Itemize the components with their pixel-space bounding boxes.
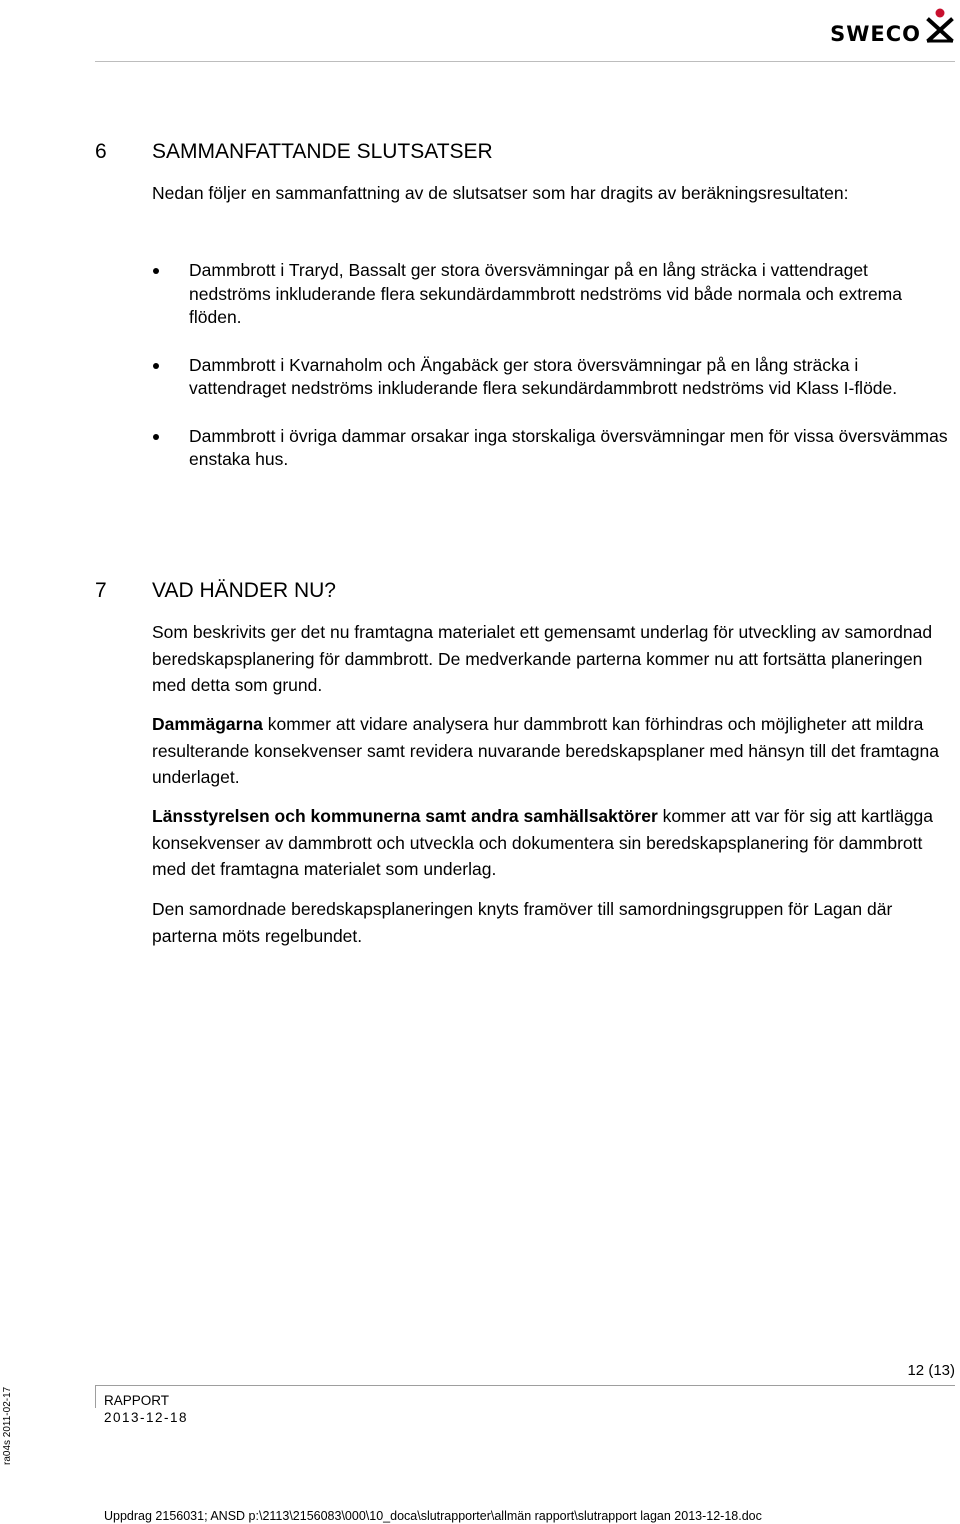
footer-divider bbox=[95, 1385, 955, 1406]
paragraph: Den samordnade beredskapsplaneringen knyts framöver till samordningsgruppen för Lagan där parterna möts regelbundet. bbox=[152, 899, 893, 946]
list-item-text: Dammbrott i Kvarnaholm och Ängabäck ger stora översvämningar på en lång sträcka i vattendraget nedströms inkluderande flera sekundärdammbrott nedströms vid Klass I-flöde. bbox=[189, 354, 898, 398]
paragraph bbox=[152, 711, 952, 791]
paragraph: Som beskrivits ger det nu framtagna materialet ett gemensamt underlag för utveckling av samordnad beredskapsplanering för dammbrott. De medverkande parterna kommer nu att fortsätta planeringen med detta som grund. bbox=[152, 622, 933, 695]
document-date: 2013-12-18 bbox=[104, 1410, 189, 1425]
list-item-text: Dammbrott i Traryd, Bassalt ger stora översvämningar på en lång sträcka i vattendraget nedströms inkluderande flera sekundärdammbrott nedströms vid både normala och extrema flöden. bbox=[189, 260, 902, 327]
section-number: 7 bbox=[95, 579, 107, 602]
paragraph-bold-lead: Dammägarna bbox=[152, 714, 263, 734]
list-item-text: Dammbrott i övriga dammar orsakar inga storskaliga översvämningar men för vissa översvämmas enstaka hus. bbox=[189, 425, 948, 469]
page-number: 12 (13) bbox=[907, 1362, 955, 1379]
list-item bbox=[152, 425, 952, 472]
bullet-icon bbox=[153, 434, 159, 440]
paragraph-bold-lead: Länsstyrelsen och kommunerna samt andra samhällsaktörer bbox=[152, 806, 658, 826]
sweco-logo bbox=[830, 8, 955, 46]
list-item bbox=[152, 259, 952, 330]
section-number: 6 bbox=[95, 140, 107, 163]
section-title: SAMMANFATTANDE SLUTSATSER bbox=[152, 140, 493, 163]
template-code: ra04s 2011-02-17 bbox=[2, 1386, 13, 1465]
footer-file-path: Uppdrag 2156031; ANSD p:\2113\2156083\000\10_doca\slutrapporter\allmän rapport\slutrapport lagan 2013-12-18.doc bbox=[104, 1509, 762, 1523]
sweco-figure-icon bbox=[925, 8, 955, 44]
header-divider bbox=[95, 61, 955, 62]
section-title: VAD HÄNDER NU? bbox=[152, 579, 336, 602]
bullet-icon bbox=[153, 363, 159, 369]
paragraph-text: kommer att var för sig att kartlägga konsekvenser av dammbrott och utveckla och dokumentera sin beredskapsplanering för dammbrott med det framtagna materialet som underlag. bbox=[152, 806, 934, 879]
section-6-intro: Nedan följer en sammanfattning av de slutsatser som har dragits av beräkningsresultaten: bbox=[152, 183, 849, 203]
list-item bbox=[152, 354, 952, 401]
document-type: RAPPORT bbox=[104, 1393, 170, 1408]
paragraph bbox=[152, 803, 952, 883]
conclusions-list bbox=[152, 259, 952, 472]
paragraph-text: kommer att vidare analysera hur dammbrott kan förhindras och möjligheter att mildra resulterande konsekvenser samt revidera nuvarande beredskapsplaner med hänsyn till det framtagna underlaget. bbox=[152, 714, 939, 787]
bullet-icon bbox=[153, 268, 159, 274]
logo-text: SWECO bbox=[830, 22, 921, 46]
